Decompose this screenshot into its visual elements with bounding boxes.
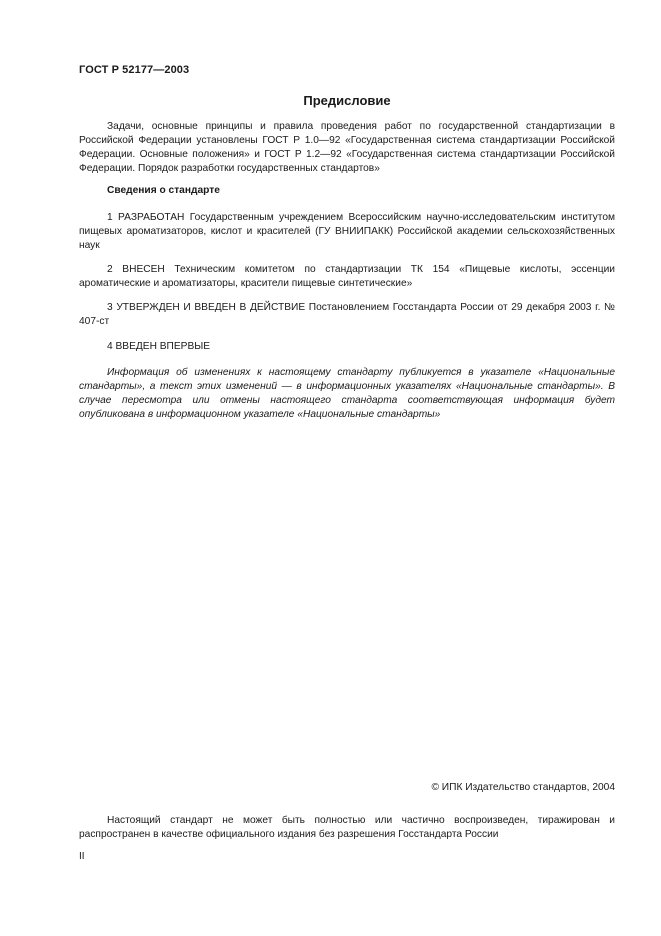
changes-info-note: Информация об изменениях к настоящему стандарту публикуется в указателе «Национальные стандарты», а текст этих изменений — в информационных указателях «Национальные стандарты». В случае пересмотра или отмены настоящего стандарта соответствующая информация будет опубликована в информационном указателе «Национальные стандарты» — [79, 367, 615, 420]
copyright-line: © ИПК Издательство стандартов, 2004 — [431, 782, 615, 793]
item-introduced: 2 ВНЕСЕН Техническим комитетом по стандартизации ТК 154 «Пищевые кислоты, эссенции ароматические и ароматизаторы, красители пищевые синтетические» — [79, 264, 615, 289]
page-number: II — [79, 851, 85, 862]
item-approved: 3 УТВЕРЖДЕН И ВВЕДЕН В ДЕЙСТВИЕ Постановлением Госстандарта России от 29 декабря 2003 г. № 407-ст — [79, 302, 615, 327]
reproduction-notice: Настоящий стандарт не может быть полностью или частично воспроизведен, тиражирован и распространен в качестве официального издания без разрешения Госстандарта России — [79, 815, 615, 840]
item-developed: 1 РАЗРАБОТАН Государственным учреждением Всероссийским научно-исследовательским институтом пищевых ароматизаторов, кислот и красителей (ГУ ВНИИПАКК) Российской академии сельскохозяйственных наук — [79, 212, 615, 251]
item-first-introduced: 4 ВВЕДЕН ВПЕРВЫЕ — [107, 341, 211, 352]
intro-paragraph: Задачи, основные принципы и правила проведения работ по государственной стандартизации в Российской Федерации установлены ГОСТ Р 1.0—92 «Государственная система стандартизации Российской Федерации. Основные положения» и ГОСТ Р 1.2—92 «Государственная система стандартизации Российской Федерации. Порядок разработки государственных стандартов» — [79, 121, 615, 174]
page-title: Предисловие — [303, 93, 391, 108]
document-code: ГОСТ Р 52177—2003 — [79, 64, 190, 76]
section-heading: Сведения о стандарте — [107, 185, 220, 196]
